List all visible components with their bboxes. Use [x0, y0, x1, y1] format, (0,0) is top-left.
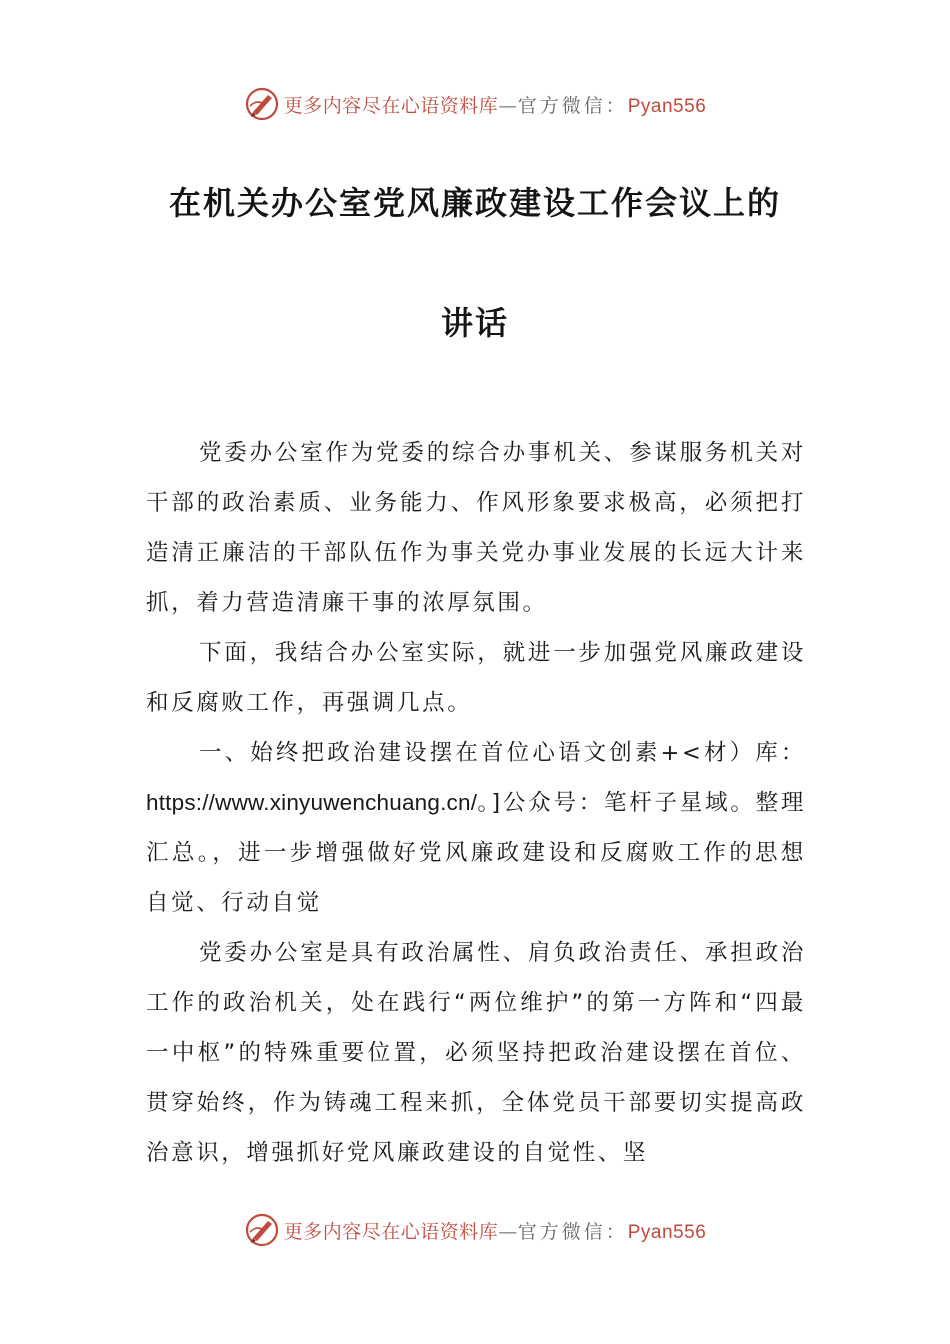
watermark-text: [284, 1217, 707, 1244]
document-body: [146, 428, 806, 1178]
paragraph-2: 下面，我结合办公室实际，就进一步加强党风廉政建设和反腐败工作，再强调几点。: [146, 640, 806, 716]
paragraph-4: 党委办公室是具有政治属性、肩负政治责任、承担政治工作的政治机关，处在践行“两位维护”的第一方阵和“四最一中枢”的特殊重要位置，必须坚持把政治建设摆在首位、贯穿始终，作为铸魂工程来抓，全体党员干部要切实提高政治意识，增强抓好党风廉政建设的自觉性、坚: [146, 940, 806, 1166]
paragraph-3: [146, 728, 806, 928]
footer-watermark: [0, 1210, 950, 1250]
watermark-label: 官方微信：: [517, 1220, 628, 1243]
document-title-line1: 在机关办公室党风廉政建设工作会议上的: [168, 184, 781, 222]
watermark-text: [284, 91, 707, 118]
pen-logo-icon: [244, 86, 280, 122]
source-url-link[interactable]: https://www.xinyuwenchuang.cn/: [146, 790, 478, 815]
watermark-dash: —: [498, 1220, 518, 1243]
watermark-dash: —: [498, 94, 518, 117]
watermark-label: 官方微信：: [517, 94, 628, 117]
watermark-main: 更多内容尽在心语资料库: [283, 94, 499, 117]
watermark-wechat-id: Pyan556: [627, 1221, 707, 1243]
watermark-main: 更多内容尽在心语资料库: [283, 1220, 499, 1243]
pen-logo-icon: [244, 1212, 280, 1248]
paragraph-3-heading: 一、始终把政治建设摆在首位心语文创素+<材）库：: [199, 740, 806, 766]
document-title-line2: 讲话: [440, 304, 509, 342]
header-watermark: [0, 84, 950, 124]
watermark-wechat-id: Pyan556: [627, 95, 707, 117]
paragraph-3-tail: 。]公众号：笔杆子星域。整理汇总。，进一步增强做好党风廉政建设和反腐败工作的思想自觉、行动自觉: [146, 790, 806, 916]
paragraph-1: 党委办公室作为党委的综合办事机关、参谋服务机关对干部的政治素质、业务能力、作风形象要求极高，必须把打造清正廉洁的干部队伍作为事关党办事业发展的长远大计来抓，着力营造清廉干事的浓厚氛围。: [146, 440, 806, 616]
